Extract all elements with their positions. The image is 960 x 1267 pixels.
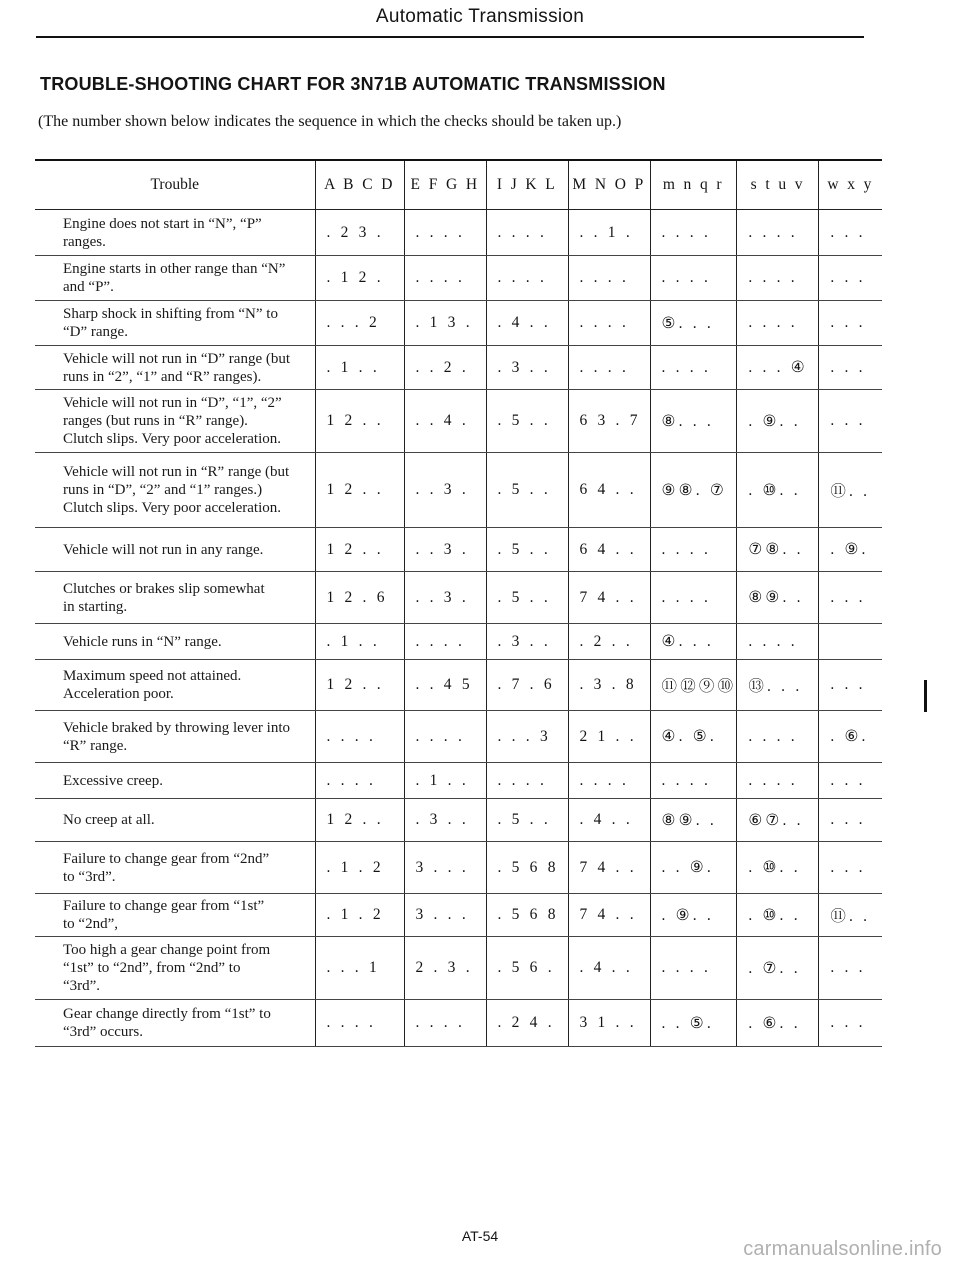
page-number: AT-54 xyxy=(461,1228,499,1244)
check-sequence-cell: . . . . xyxy=(404,210,486,256)
check-sequence-cell: . 1 . 2 xyxy=(315,894,404,937)
trouble-description xyxy=(35,301,315,346)
chart-title: TROUBLE-SHOOTING CHART FOR 3N71B AUTOMATIC TRANSMISSION xyxy=(40,74,666,94)
trouble-description xyxy=(35,763,315,799)
trouble-line: “R” range. xyxy=(63,737,128,754)
table-row xyxy=(35,937,882,1000)
check-sequence-cell: . 4 . . xyxy=(568,937,650,1000)
check-sequence-cell: . 5 . . xyxy=(486,799,568,842)
table-row xyxy=(35,390,882,453)
check-sequence-cell: . 1 3 . xyxy=(404,301,486,346)
check-sequence-cell: 2 . 3 . xyxy=(404,937,486,1000)
check-sequence-cell: . 3 . . xyxy=(486,624,568,660)
check-sequence-cell: . . . . xyxy=(737,624,819,660)
column-group-header: m n q r xyxy=(650,160,737,210)
check-sequence-cell: 7 4 . . xyxy=(568,842,650,894)
check-sequence-cell: . . 1 . xyxy=(568,210,650,256)
check-sequence-cell: 1 2 . . xyxy=(315,528,404,572)
check-sequence-cell: . . . . xyxy=(737,210,819,256)
check-sequence-cell: . . . . xyxy=(737,256,819,301)
check-sequence-cell: . . 4 . xyxy=(404,390,486,453)
check-sequence-cell: 1 2 . . xyxy=(315,390,404,453)
check-sequence-cell: ⑥⑦. . xyxy=(737,799,819,842)
check-sequence-cell: . . . . xyxy=(650,528,737,572)
check-sequence-cell: 1 2 . 6 xyxy=(315,572,404,624)
table-row xyxy=(35,301,882,346)
check-sequence-cell: 2 1 . . xyxy=(568,711,650,763)
trouble-line: and “P”. xyxy=(63,279,114,295)
trouble-line: Too high a gear change point from xyxy=(63,942,271,958)
trouble-line: Gear change directly from “1st” to xyxy=(63,1006,271,1022)
trouble-description xyxy=(35,711,315,763)
trouble-line: Failure to change gear from “1st” xyxy=(63,898,265,914)
trouble-description xyxy=(35,572,315,624)
table-row xyxy=(35,711,882,763)
trouble-description xyxy=(35,528,315,572)
trouble-line: to “3rd”. xyxy=(63,868,116,885)
check-sequence-cell: ⑪. . xyxy=(819,894,882,937)
check-sequence-cell: . . . . xyxy=(315,711,404,763)
table-row xyxy=(35,894,882,937)
check-sequence-cell: . . . . xyxy=(650,256,737,301)
table-row xyxy=(35,799,882,842)
check-sequence-cell: . . . . xyxy=(486,763,568,799)
check-sequence-cell: . 5 . . xyxy=(486,453,568,528)
check-sequence-cell: . . 4 5 xyxy=(404,660,486,711)
check-sequence-cell: ⑦⑧. . xyxy=(737,528,819,572)
trouble-description xyxy=(35,256,315,301)
check-sequence-cell: . 5 6 . xyxy=(486,937,568,1000)
check-sequence-cell: . . . . xyxy=(650,572,737,624)
check-sequence-cell: . . ⑨. xyxy=(650,842,737,894)
header-rule xyxy=(36,36,864,38)
check-sequence-cell: . . . . xyxy=(404,1000,486,1047)
trouble-line: Vehicle will not run in “D”, “1”, “2” xyxy=(63,395,282,411)
check-sequence-cell: . ⑨. . xyxy=(737,390,819,453)
trouble-description xyxy=(35,799,315,842)
margin-mark xyxy=(924,680,927,712)
trouble-line: “1st” to “2nd”, from “2nd” to xyxy=(63,960,241,976)
check-sequence-cell: ⑧. . . xyxy=(650,390,737,453)
check-sequence-cell: 1 2 . . xyxy=(315,453,404,528)
table-row xyxy=(35,528,882,572)
check-sequence-cell: . 1 . . xyxy=(315,624,404,660)
column-group-header: E F G H xyxy=(404,160,486,210)
check-sequence-cell: . . . . xyxy=(650,937,737,1000)
check-sequence-cell: . 2 4 . xyxy=(486,1000,568,1047)
check-sequence-cell: ⑨⑧. ⑦ xyxy=(650,453,737,528)
check-sequence-cell: . . . ④ xyxy=(737,346,819,390)
check-sequence-cell: . ⑩. . xyxy=(737,842,819,894)
check-sequence-cell: . 7 . 6 xyxy=(486,660,568,711)
check-sequence-cell: . 4 . . xyxy=(568,799,650,842)
column-group-header: A B C D xyxy=(315,160,404,210)
check-sequence-cell: . 1 . 2 xyxy=(315,842,404,894)
check-sequence-cell: ④. . . xyxy=(650,624,737,660)
check-sequence-cell: 6 4 . . xyxy=(568,528,650,572)
table-row xyxy=(35,256,882,301)
trouble-line: Sharp shock in shifting from “N” to xyxy=(63,306,278,322)
trouble-line: Failure to change gear from “2nd” xyxy=(63,850,270,867)
check-sequence-cell: . . . xyxy=(819,301,882,346)
trouble-line: Engine does not start in “N”, “P” xyxy=(63,215,262,232)
check-sequence-cell: . . . 3 xyxy=(486,711,568,763)
check-sequence-cell: . 1 2 . xyxy=(315,256,404,301)
check-sequence-cell: . 3 . . xyxy=(404,799,486,842)
trouble-description xyxy=(35,937,315,1000)
table-header-row xyxy=(35,160,882,210)
check-sequence-cell: . 3 . . xyxy=(486,346,568,390)
check-sequence-cell: . 5 . . xyxy=(486,528,568,572)
check-sequence-cell: ⑬. . . xyxy=(737,660,819,711)
trouble-line: runs in “2”, “1” and “R” ranges). xyxy=(63,368,262,385)
check-sequence-cell: . 5 . . xyxy=(486,572,568,624)
table-row xyxy=(35,210,882,256)
trouble-line: Vehicle will not run in “D” range (but xyxy=(63,350,291,367)
check-sequence-cell: . . . . xyxy=(650,763,737,799)
trouble-line: Vehicle will not run in any range. xyxy=(63,541,264,558)
check-sequence-cell: . . . . xyxy=(404,624,486,660)
check-sequence-cell: 7 4 . . xyxy=(568,572,650,624)
check-sequence-cell: . 3 . 8 xyxy=(568,660,650,711)
check-sequence-cell: . 1 . . xyxy=(315,346,404,390)
trouble-line: “3rd”. xyxy=(63,978,101,994)
check-sequence-cell: . . . . xyxy=(650,346,737,390)
trouble-line: Excessive creep. xyxy=(63,772,163,789)
trouble-description xyxy=(35,210,315,256)
trouble-line: Vehicle braked by throwing lever into xyxy=(63,719,291,736)
check-sequence-cell: . . . . xyxy=(650,210,737,256)
column-group-header: I J K L xyxy=(486,160,568,210)
check-sequence-cell: . . 3 . xyxy=(404,572,486,624)
check-sequence-cell: ⑪⑫⑨⑩ xyxy=(650,660,737,711)
trouble-description xyxy=(35,842,315,894)
check-sequence-cell: . . . 1 xyxy=(315,937,404,1000)
trouble-line: Clutch slips. Very poor acceleration. xyxy=(63,431,281,447)
column-group-header: w x y xyxy=(819,160,882,210)
table-row xyxy=(35,1000,882,1047)
check-sequence-cell: . . . xyxy=(819,1000,882,1047)
check-sequence-cell: . . . . xyxy=(315,763,404,799)
check-sequence-cell: . ⑩. . xyxy=(737,453,819,528)
table-row xyxy=(35,572,882,624)
watermark: carmanualsonline.info xyxy=(743,1238,942,1260)
check-sequence-cell: . . . . xyxy=(568,346,650,390)
check-sequence-cell: . ⑩. . xyxy=(737,894,819,937)
check-sequence-cell: . 1 . . xyxy=(404,763,486,799)
running-header: Automatic Transmission xyxy=(375,6,585,27)
table-row xyxy=(35,842,882,894)
trouble-column-header: Trouble xyxy=(35,160,315,210)
trouble-line: in starting. xyxy=(63,598,128,615)
check-sequence-cell: . . . xyxy=(819,572,882,624)
check-sequence-cell: . . . . xyxy=(737,763,819,799)
trouble-description xyxy=(35,1000,315,1047)
trouble-line: ranges. xyxy=(63,233,106,250)
check-sequence-cell: . . . xyxy=(819,256,882,301)
trouble-shooting-table xyxy=(35,159,882,1047)
check-sequence-cell: . . . . xyxy=(568,763,650,799)
check-sequence-cell: . . ⑤. xyxy=(650,1000,737,1047)
check-sequence-cell: . 2 . . xyxy=(568,624,650,660)
check-sequence-cell: . ⑦. . xyxy=(737,937,819,1000)
check-sequence-cell: 3 1 . . xyxy=(568,1000,650,1047)
chart-subtitle: (The number shown below indicates the sequence in which the checks should be taken up.) xyxy=(38,113,622,130)
check-sequence-cell: . . . xyxy=(819,799,882,842)
check-sequence-cell: . ⑨. . xyxy=(650,894,737,937)
check-sequence-cell: ⑪. . xyxy=(819,453,882,528)
trouble-line: Clutches or brakes slip somewhat xyxy=(63,580,265,597)
column-group-header: M N O P xyxy=(568,160,650,210)
check-sequence-cell: . . . . xyxy=(568,256,650,301)
check-sequence-cell: . ⑨. xyxy=(819,528,882,572)
check-sequence-cell: . . 3 . xyxy=(404,453,486,528)
check-sequence-cell: . . . 2 xyxy=(315,301,404,346)
check-sequence-cell: . . . . xyxy=(486,210,568,256)
check-sequence-cell: . . . xyxy=(819,660,882,711)
trouble-description xyxy=(35,390,315,453)
trouble-description xyxy=(35,660,315,711)
check-sequence-cell: 6 4 . . xyxy=(568,453,650,528)
check-sequence-cell: ⑧⑨. . xyxy=(737,572,819,624)
table-row xyxy=(35,453,882,528)
table-row xyxy=(35,624,882,660)
check-sequence-cell: ④. ⑤. xyxy=(650,711,737,763)
trouble-description xyxy=(35,346,315,390)
check-sequence-cell: . 5 6 8 xyxy=(486,842,568,894)
trouble-line: No creep at all. xyxy=(63,812,155,828)
trouble-line: Vehicle will not run in “R” range (but xyxy=(63,464,290,480)
trouble-line: “3rd” occurs. xyxy=(63,1024,143,1040)
trouble-line: runs in “D”, “2” and “1” ranges.) xyxy=(63,482,263,498)
check-sequence-cell: ⑤. . . xyxy=(650,301,737,346)
check-sequence-cell: 1 2 . . xyxy=(315,799,404,842)
trouble-line: to “2nd”, xyxy=(63,916,118,932)
trouble-line: Acceleration poor. xyxy=(63,686,174,702)
check-sequence-cell: . . . xyxy=(819,842,882,894)
check-sequence-cell: . 2 3 . xyxy=(315,210,404,256)
check-sequence-cell xyxy=(819,624,882,660)
check-sequence-cell: . . 3 . xyxy=(404,528,486,572)
check-sequence-cell: . . . . xyxy=(568,301,650,346)
table-row xyxy=(35,660,882,711)
check-sequence-cell: 3 . . . xyxy=(404,894,486,937)
trouble-description xyxy=(35,624,315,660)
trouble-line: Engine starts in other range than “N” xyxy=(63,261,286,277)
check-sequence-cell: . . . xyxy=(819,210,882,256)
table-body xyxy=(35,210,882,1047)
check-sequence-cell: . . . . xyxy=(737,711,819,763)
check-sequence-cell: . ⑥. xyxy=(819,711,882,763)
check-sequence-cell: . . . . xyxy=(486,256,568,301)
table-row xyxy=(35,763,882,799)
check-sequence-cell: . . . . xyxy=(737,301,819,346)
check-sequence-cell: . . . xyxy=(819,390,882,453)
check-sequence-cell: . . . . xyxy=(404,256,486,301)
table-row xyxy=(35,346,882,390)
trouble-line: ranges (but runs in “R” range). xyxy=(63,413,248,429)
trouble-line: Clutch slips. Very poor acceleration. xyxy=(63,500,281,516)
check-sequence-cell: ⑧⑨. . xyxy=(650,799,737,842)
check-sequence-cell: . ⑥. . xyxy=(737,1000,819,1047)
check-sequence-cell: . . . xyxy=(819,346,882,390)
trouble-description xyxy=(35,894,315,937)
check-sequence-cell: 1 2 . . xyxy=(315,660,404,711)
column-group-header: s t u v xyxy=(737,160,819,210)
check-sequence-cell: . . . xyxy=(819,937,882,1000)
trouble-description xyxy=(35,453,315,528)
check-sequence-cell: . . . . xyxy=(404,711,486,763)
trouble-line: Vehicle runs in “N” range. xyxy=(63,633,222,650)
trouble-line: Maximum speed not attained. xyxy=(63,668,242,684)
check-sequence-cell: . . . . xyxy=(315,1000,404,1047)
check-sequence-cell: . . 2 . xyxy=(404,346,486,390)
check-sequence-cell: 6 3 . 7 xyxy=(568,390,650,453)
check-sequence-cell: . 5 . . xyxy=(486,390,568,453)
check-sequence-cell: . . . xyxy=(819,763,882,799)
trouble-line: “D” range. xyxy=(63,324,128,340)
check-sequence-cell: . 5 6 8 xyxy=(486,894,568,937)
check-sequence-cell: . 4 . . xyxy=(486,301,568,346)
check-sequence-cell: 3 . . . xyxy=(404,842,486,894)
check-sequence-cell: 7 4 . . xyxy=(568,894,650,937)
